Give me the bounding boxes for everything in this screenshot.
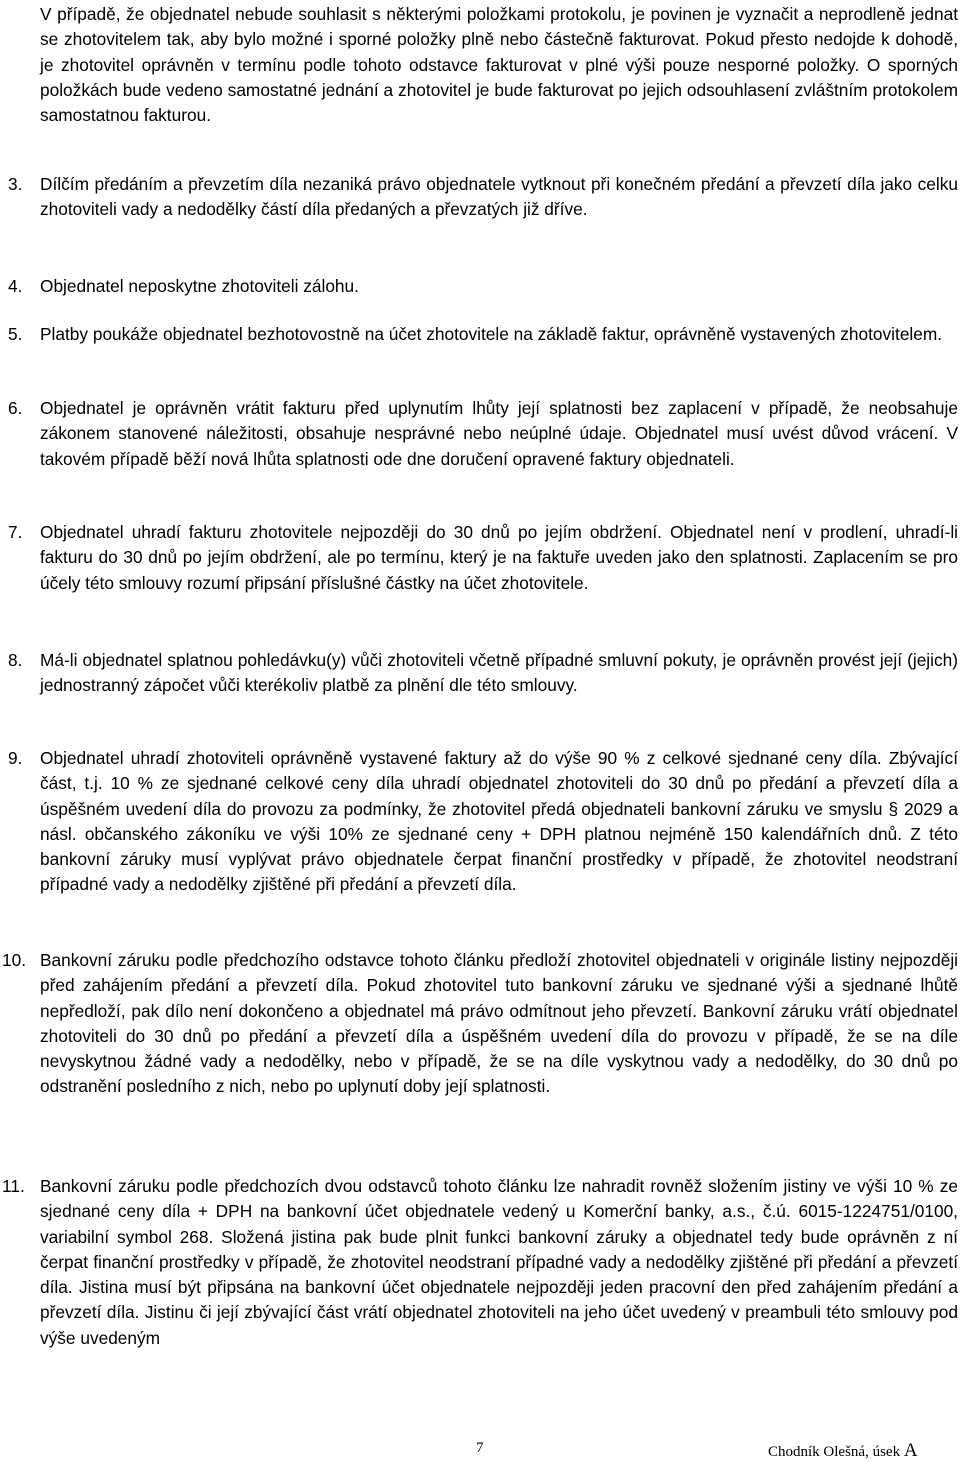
footer-title: [768, 1440, 918, 1462]
clause-number: 9.: [8, 748, 23, 768]
clause-11: [2, 1174, 958, 1351]
clause-number: 3.: [8, 174, 23, 194]
clause-7: [8, 520, 958, 596]
clause-text: Objednatel neposkytne zhotoviteli zálohu.: [40, 276, 359, 296]
clause-text: Objednatel uhradí fakturu zhotovitele nejpozději do 30 dnů po jejím obdržení. Objednatel není v prodlení, uhradí-li fakturu do 30 dnů po jejím obdržení, ale po termínu, který je na faktuře uveden jako den splatnosti. Zaplacením se pro účely této smlouvy rozumí připsání příslušné částky na účet zhotovitele.: [40, 522, 958, 593]
clause-text: Objednatel uhradí zhotoviteli oprávněně vystavené faktury až do výše 90 % z celkové sjednané ceny díla. Zbývající část, t.j. 10 % ze sjednané celkové ceny díla uhradí objednatel zhotoviteli do 30 dnů po předání a převzetí díla a úspěšném uvedení díla do provozu za podmínky, že zhotovitel předá objednateli bankovní záruku ve smyslu § 2029 a násl. občanského zákoníku ve výši 10% ze sjednané ceny + DPH platnou nejméně 150 kalendářních dnů. Z této bankovní záruky musí vyplývat právo objednatele čerpat finanční prostředky v případě, že zhotovitel neodstraní případné vady a nedodělky zjištěné při předání a převzetí díla.: [40, 748, 958, 895]
page-number: 7: [476, 1440, 484, 1456]
clause-number: 11.: [2, 1176, 25, 1196]
clause-number: 8.: [8, 650, 23, 670]
clause-text: Platby poukáže objednatel bezhotovostně na účet zhotovitele na základě faktur, oprávněně vystavených zhotovitelem.: [40, 324, 943, 344]
clause-8: [8, 648, 958, 699]
intro-paragraph: V případě, že objednatel nebude souhlasit s některými položkami protokolu, je povinen je vyznačit a neprodleně jednat se zhotovitelem tak, aby bylo možné i sporné položky plně nebo částečně fakturovat. Pokud přesto nedojde k dohodě, je zhotovitel oprávněn v termínu podle tohoto odstavce fakturovat v plné výši pouze nesporné položky. O sporných položkách bude vedeno samostatné jednání a zhotovitel je bude fakturovat po jejich odsouhlasení zvláštním protokolem samostatnou fakturou.: [40, 4, 958, 126]
clause-number: 7.: [8, 522, 23, 542]
clause-text: Má-li objednatel splatnou pohledávku(y) vůči zhotoviteli včetně případné smluvní pokuty, je oprávněn provést její (jejich) jednostranný zápočet vůči kterékoliv platbě za plnění dle této smlouvy.: [40, 650, 958, 696]
clause-10: [2, 948, 958, 1100]
clause-9: [8, 746, 958, 898]
footer-title-text: Chodník Olešná, úsek: [768, 1444, 904, 1460]
clause-number: 10.: [2, 950, 27, 970]
clause-number: 4.: [8, 276, 23, 296]
clause-text: Objednatel je oprávněn vrátit fakturu před uplynutím lhůty její splatnosti bez zaplacení v případě, že neobsahuje zákonem stanovené náležitosti, obsahuje nesprávné nebo neúplné údaje. Objednatel musí uvést důvod vrácení. V takovém případě běží nová lhůta splatnosti ode dne doručení opravené faktury objednateli.: [40, 398, 958, 469]
clause-text: Dílčím předáním a převzetím díla nezaniká právo objednatele vytknout při konečném předání a převzetí díla jako celku zhotoviteli vady a nedodělky částí díla předaných a převzatých již dříve.: [40, 174, 958, 220]
clause-3: [8, 172, 958, 223]
clause-6: [8, 396, 958, 472]
clause-5: [8, 322, 958, 347]
footer-title-letter: A: [903, 1440, 918, 1461]
clause-text: Bankovní záruku podle předchozího odstavce tohoto článku předloží zhotovitel objednateli v originále listiny nejpozději před zahájením předání a převzetí díla. Pokud zhotovitel tuto bankovní záruku ve sjednané výši a sjednané lhůtě nepředloží, pak dílo není dokončeno a objednatel má právo odmítnout jeho převzetí. Bankovní záruku vrátí objednatel zhotoviteli do 30 dnů po předání a převzetí díla a úspěšném uvedení díla do provozu v případě, že se na díle nevyskytnou žádné vady a nedodělky, nebo v případě, že se na díle vyskytnou vady a nedodělky, do 30 dnů po odstranění posledního z nich, nebo po uplynutí doby její splatnosti.: [40, 950, 958, 1097]
clause-text: Bankovní záruku podle předchozích dvou odstavců tohoto článku lze nahradit rovněž složením jistiny ve výši 10 % ze sjednané ceny díla + DPH na bankovní účet objednatele vedený u Komerční banky, a.s., č.ú. 6015-1224751/0100, variabilní symbol 268. Složená jistina pak bude plnit funkci bankovní záruky a objednatel tedy bude oprávněn z ní čerpat finanční prostředky v případě, že zhotovitel neodstraní případné vady a nedodělky zjištěné při předání a převzetí díla. Jistina musí být připsána na bankovní účet objednatele nejpozději jeden pracovní den před zahájením předání a převzetí díla. Jistinu či její zbývající část vrátí objednatel zhotoviteli na jeho účet uvedený v preambuli této smlouvy pod výše uvedeným: [40, 1176, 958, 1348]
clause-number: 6.: [8, 398, 23, 418]
clause-4: [8, 274, 958, 299]
clause-number: 5.: [8, 324, 23, 344]
